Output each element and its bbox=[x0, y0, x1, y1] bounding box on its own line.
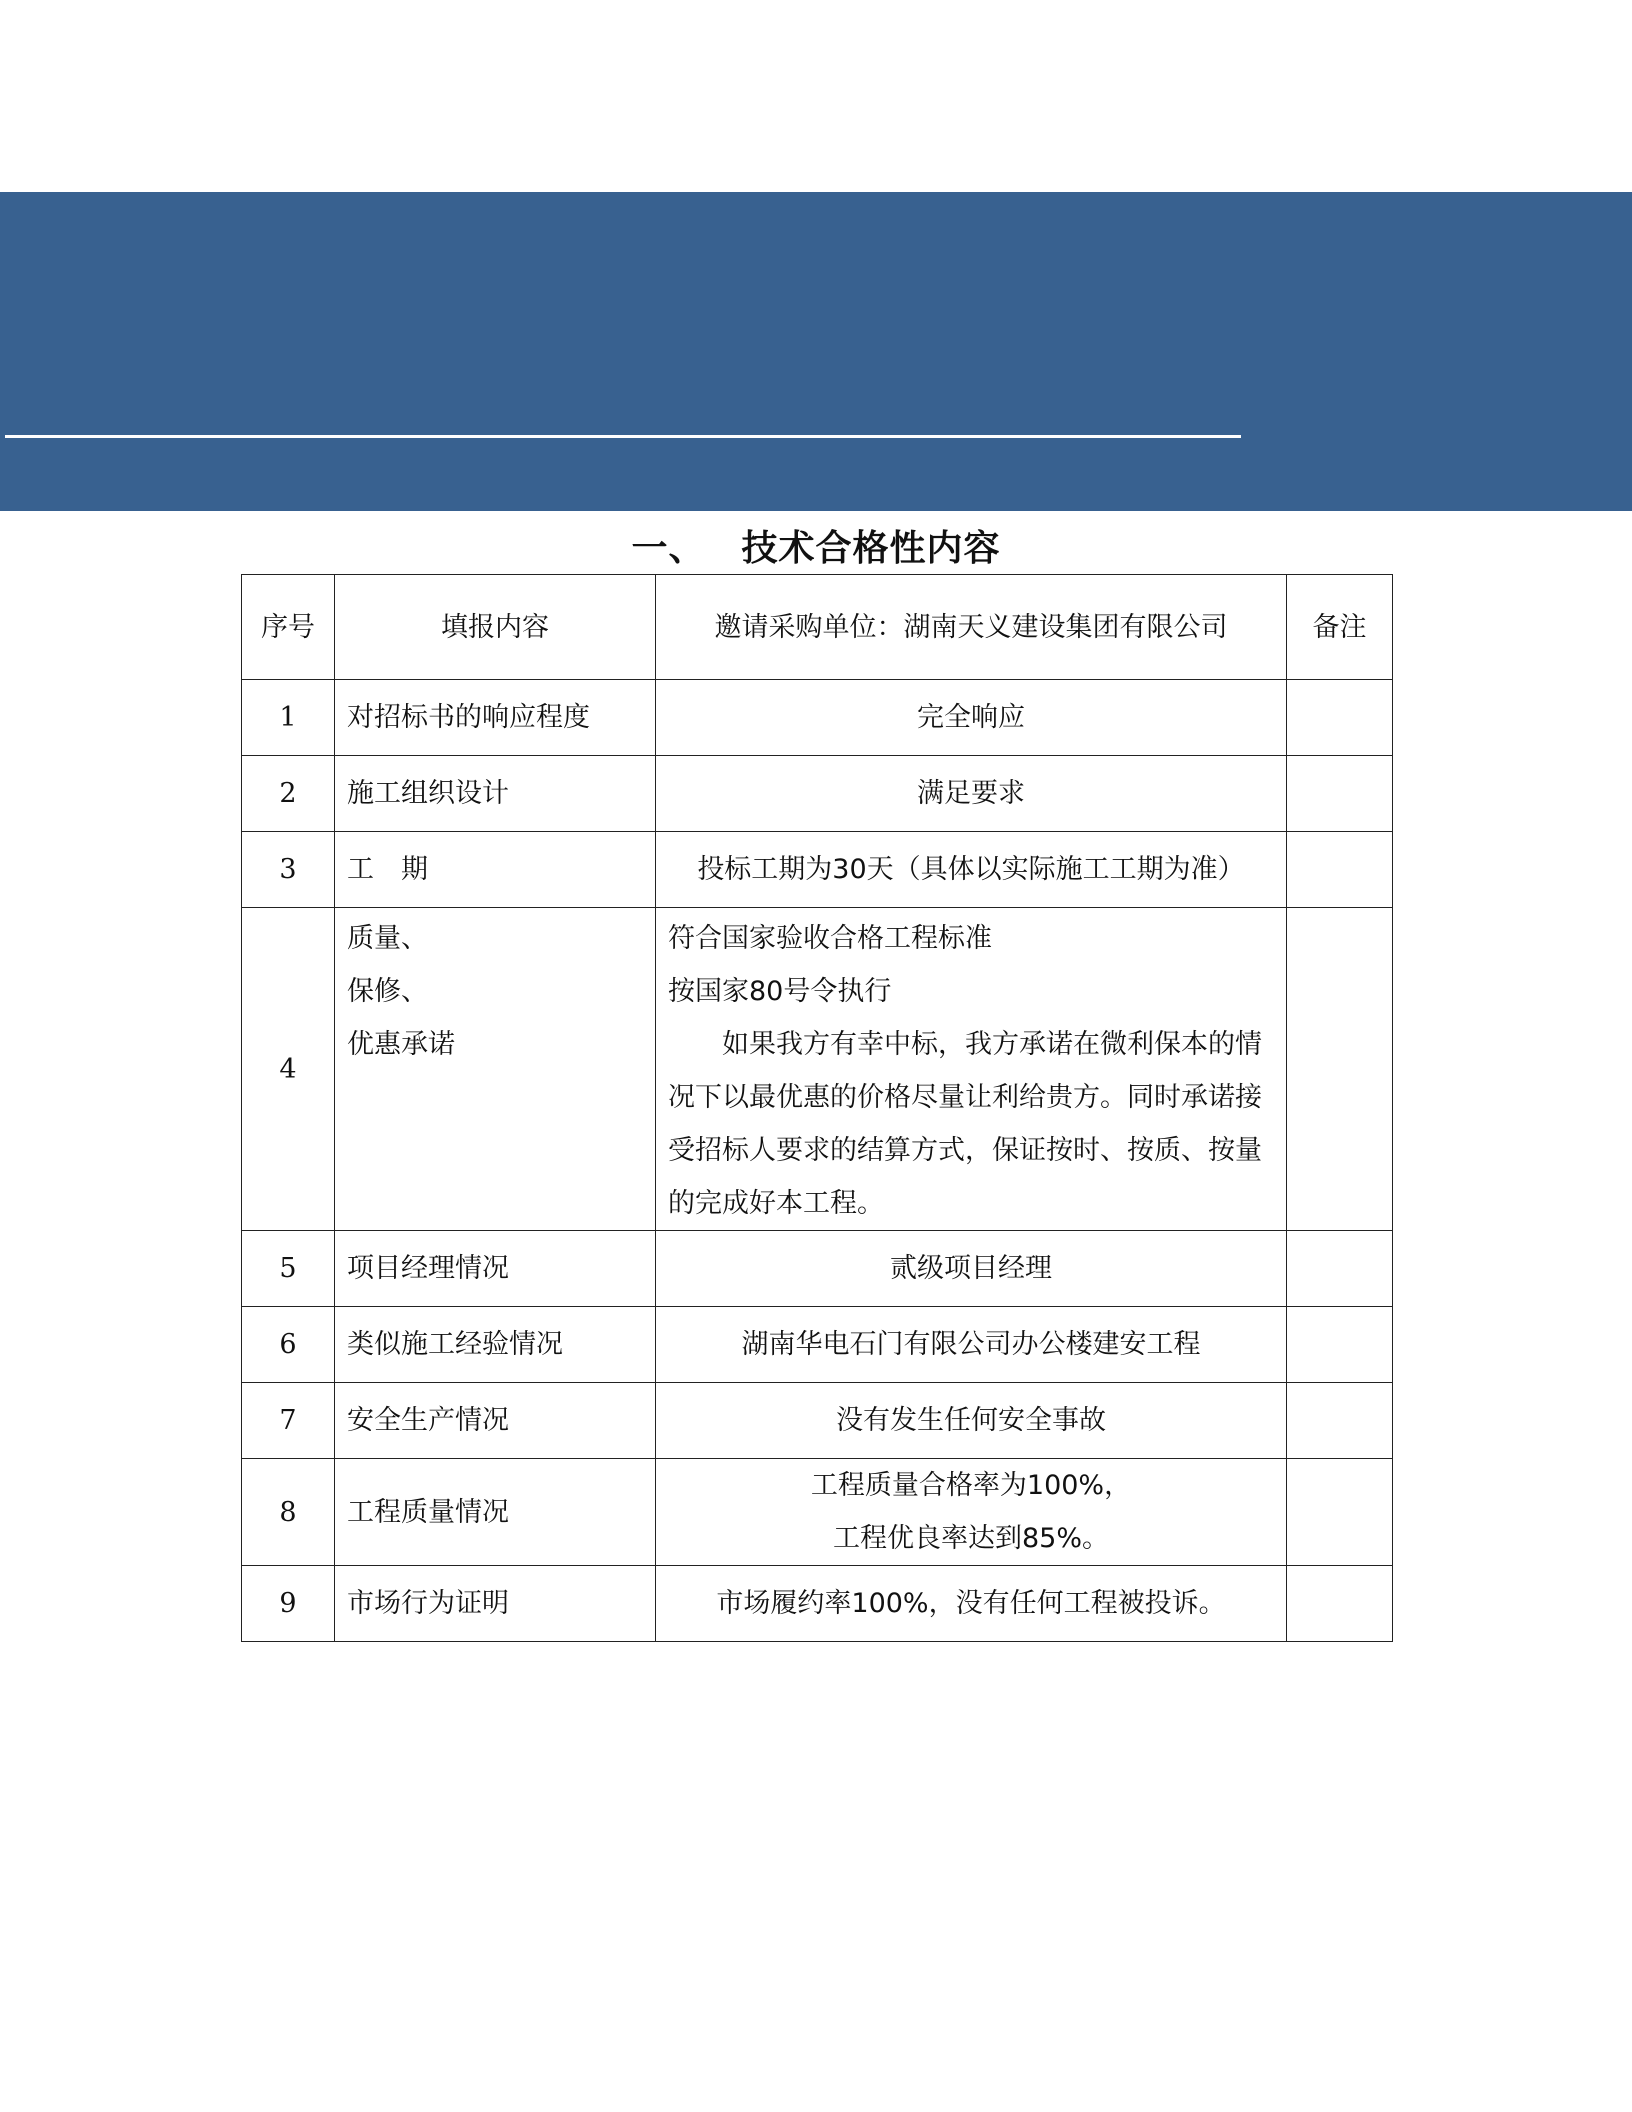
response-line: 符合国家验收合格工程标准 bbox=[668, 923, 992, 954]
table-row bbox=[242, 756, 1393, 832]
row-seq: 5 bbox=[242, 1231, 335, 1307]
row-item bbox=[335, 908, 656, 1231]
row-note bbox=[1287, 1307, 1393, 1383]
table-row bbox=[242, 680, 1393, 756]
row-note bbox=[1287, 1566, 1393, 1642]
row-note bbox=[1287, 832, 1393, 908]
row-response bbox=[656, 1459, 1287, 1566]
row-item: 工程质量情况 bbox=[335, 1459, 656, 1566]
row-item: 市场行为证明 bbox=[335, 1566, 656, 1642]
row-seq: 4 bbox=[242, 908, 335, 1231]
header-item: 填报内容 bbox=[335, 575, 656, 680]
response-line: 工程质量合格率为100%， bbox=[810, 1470, 1132, 1501]
row-response bbox=[656, 908, 1287, 1231]
technical-qualification-table bbox=[241, 574, 1393, 1642]
row-response: 湖南华电石门有限公司办公楼建安工程 bbox=[656, 1307, 1287, 1383]
row-item: 安全生产情况 bbox=[335, 1383, 656, 1459]
table-row bbox=[242, 1459, 1393, 1566]
row-seq: 8 bbox=[242, 1459, 335, 1566]
item-line: 质量、 bbox=[347, 923, 428, 954]
table-row bbox=[242, 1566, 1393, 1642]
row-seq: 7 bbox=[242, 1383, 335, 1459]
response-paragraph: 如果我方有幸中标，我方承诺在微利保本的情况下以最优惠的价格尽量让利给贵方。同时承诺接受招标人要求的结算方式，保证按时、按质、按量的完成好本工程。 bbox=[668, 1029, 1262, 1219]
row-response: 市场履约率100%，没有任何工程被投诉。 bbox=[656, 1566, 1287, 1642]
table-row bbox=[242, 1231, 1393, 1307]
row-note bbox=[1287, 1231, 1393, 1307]
table-row bbox=[242, 832, 1393, 908]
table-row bbox=[242, 1383, 1393, 1459]
section-number: 一、 bbox=[631, 528, 706, 569]
banner-divider-line bbox=[5, 435, 1241, 438]
row-note bbox=[1287, 1459, 1393, 1566]
section-title bbox=[0, 523, 1632, 575]
row-seq: 2 bbox=[242, 756, 335, 832]
response-line: 工程优良率达到85%。 bbox=[832, 1523, 1109, 1554]
table-header-row bbox=[242, 575, 1393, 680]
row-response: 贰级项目经理 bbox=[656, 1231, 1287, 1307]
row-response: 完全响应 bbox=[656, 680, 1287, 756]
row-note bbox=[1287, 756, 1393, 832]
section-title-text: 技术合格性内容 bbox=[741, 528, 1001, 569]
row-item: 对招标书的响应程度 bbox=[335, 680, 656, 756]
item-line: 优惠承诺 bbox=[347, 1029, 455, 1060]
row-note bbox=[1287, 908, 1393, 1231]
row-item: 项目经理情况 bbox=[335, 1231, 656, 1307]
header-seq: 序号 bbox=[242, 575, 335, 680]
row-note bbox=[1287, 1383, 1393, 1459]
header-banner bbox=[0, 192, 1632, 511]
row-item: 类似施工经验情况 bbox=[335, 1307, 656, 1383]
row-seq: 9 bbox=[242, 1566, 335, 1642]
table-row bbox=[242, 1307, 1393, 1383]
response-line: 按国家80号令执行 bbox=[668, 976, 892, 1007]
header-note: 备注 bbox=[1287, 575, 1393, 680]
row-item: 施工组织设计 bbox=[335, 756, 656, 832]
header-response: 邀请采购单位：湖南天义建设集团有限公司 bbox=[656, 575, 1287, 680]
row-item: 工 期 bbox=[335, 832, 656, 908]
row-response: 没有发生任何安全事故 bbox=[656, 1383, 1287, 1459]
row-seq: 1 bbox=[242, 680, 335, 756]
row-seq: 3 bbox=[242, 832, 335, 908]
table-row bbox=[242, 908, 1393, 1231]
row-response: 满足要求 bbox=[656, 756, 1287, 832]
item-line: 保修、 bbox=[347, 976, 428, 1007]
row-note bbox=[1287, 680, 1393, 756]
row-seq: 6 bbox=[242, 1307, 335, 1383]
row-response: 投标工期为30天（具体以实际施工工期为准） bbox=[656, 832, 1287, 908]
